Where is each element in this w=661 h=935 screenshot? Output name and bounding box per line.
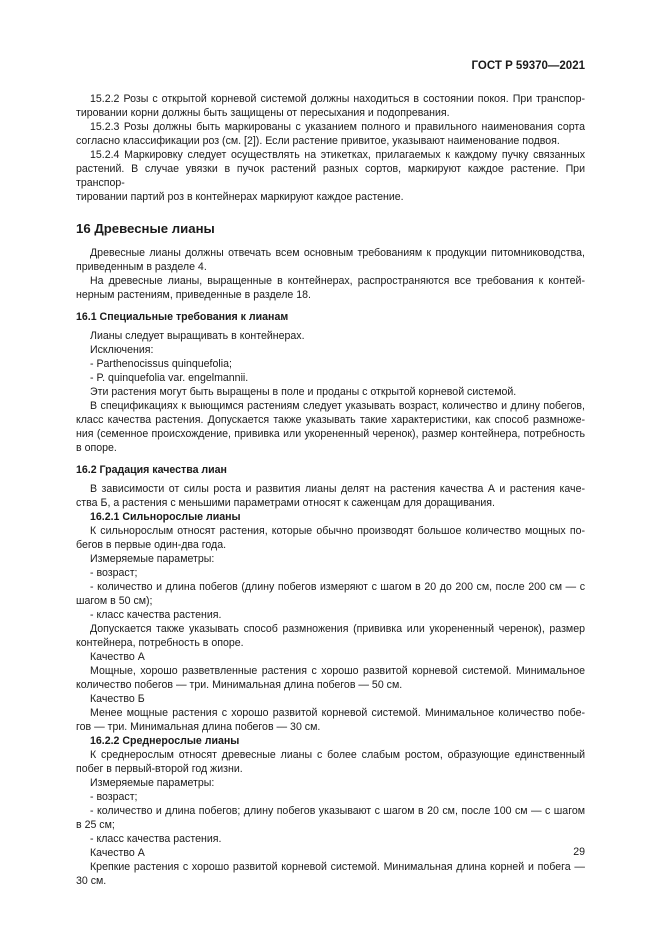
text-line: количество побегов — три. Минимальная длина побегов — 50 см. <box>76 679 403 691</box>
text-line: - количество и длина побегов (длину побегов измеряют с шагом в 20 до 200 см, после 200 см — с <box>90 581 585 593</box>
text-line: в 25 см; <box>76 819 115 831</box>
text-line: Крепкие растения с хорошо развитой корневой системой. Минимальная длина корней и побега — <box>90 861 585 873</box>
document-body <box>76 92 585 888</box>
text-line: Древесные лианы должны отвечать всем основным требованиям к продукции питомниководства, <box>90 247 585 259</box>
subsection-heading-16-2: 16.2 Градация качества лиан <box>76 464 227 476</box>
text-line: 15.2.4 Маркировку следует осуществлять на этикетках, прилагаемых к каждому пучку связанных <box>90 149 585 161</box>
list-item: - класс качества растения. <box>90 833 222 845</box>
text-line: Мощные, хорошо разветвленные растения с хорошо развитой корневой системой. Минимальное <box>90 665 585 677</box>
text-line: согласно классификации роз (см. [2]). Если растение привитое, указывают наименование подвоя. <box>76 135 560 147</box>
text-line: побег в первый-второй год жизни. <box>76 763 243 775</box>
text-line: Менее мощные растения с хорошо развитой корневой системой. Минимальное количество побе- <box>90 707 585 719</box>
list-item <box>76 580 585 608</box>
standard-code: ГОСТ Р 59370—2021 <box>471 60 585 72</box>
paragraph <box>76 860 585 888</box>
paragraph <box>76 664 585 692</box>
text-line: контейнера, потребность в опоре. <box>76 637 244 649</box>
text-line: приведенным в разделе 4. <box>76 261 207 273</box>
text-line: класс качества растения. Допускается также указывать такие характеристики, как способ размноже- <box>76 414 585 426</box>
text-line: гов — три. Минимальная длина побегов — 30 см. <box>76 721 321 733</box>
paragraph <box>76 748 585 776</box>
text-line: ства Б, а растения с меньшими параметрами относят к саженцам для доращивания. <box>76 497 495 509</box>
text-line: - количество и длина побегов; длину побегов указывают с шагом в 20 см, после 100 см — с шагом <box>90 805 585 817</box>
quality-label: Качество А <box>90 847 145 859</box>
paragraph-15-2-4 <box>76 148 585 204</box>
subsection-heading-16-2-1: 16.2.1 Сильнорослые лианы <box>90 511 241 523</box>
page-number: 29 <box>573 846 585 858</box>
paragraph-15-2-2 <box>76 92 585 120</box>
text-line: 30 см. <box>76 875 107 887</box>
list-item: - Parthenocissus quinquefolia; <box>90 358 232 370</box>
paragraph <box>76 274 585 302</box>
list-item: - P. quinquefolia var. engelmannii. <box>90 372 249 384</box>
text-line: в опоре. <box>76 442 117 454</box>
paragraph: Исключения: <box>90 344 154 356</box>
list-item: - возраст; <box>90 567 138 579</box>
text-line: нерным растениям, приведенные в разделе 18. <box>76 289 311 301</box>
text-line: К среднерослым относят древесные лианы с более слабым ростом, образующие единственный <box>90 749 585 761</box>
text-line: тировании корни должны быть защищены от пересыхания и подопревания. <box>76 107 450 119</box>
text-line: В спецификациях к выющимся растениям следует указывать возраст, количество и длину побегов, <box>90 400 585 412</box>
text-line: 15.2.2 Розы с открытой корневой системой должны находиться в состоянии покоя. При транспор- <box>90 93 585 105</box>
paragraph-15-2-3 <box>76 120 585 148</box>
paragraph <box>76 482 585 510</box>
subsection-heading-16-2-2: 16.2.2 Среднерослые лианы <box>90 735 240 747</box>
paragraph <box>76 622 585 650</box>
text-line: бегов в первые один-два года. <box>76 539 227 551</box>
text-line: В зависимости от силы роста и развития лианы делят на растения качества А и растения каче- <box>90 483 585 495</box>
text-line: На древесные лианы, выращенные в контейнерах, распространяются все требования к контей- <box>90 275 585 287</box>
paragraph: Лианы следует выращивать в контейнерах. <box>90 330 305 342</box>
paragraph <box>76 399 585 455</box>
quality-label: Качество Б <box>90 693 145 705</box>
text-line: К сильнорослым относят растения, которые обычно производят большое количество мощных по- <box>90 525 585 537</box>
text-line: растений. В случае увязки в пучок растений разных сортов, маркируют каждое растение. При транспор- <box>76 163 585 189</box>
text-line: тировании партий роз в контейнерах маркируют каждое растение. <box>76 191 404 203</box>
text-line: Допускается также указывать способ размножения (прививка или укорененный черенок), размер <box>90 623 585 635</box>
list-item: - класс качества растения. <box>90 609 222 621</box>
paragraph <box>76 524 585 552</box>
subsection-heading-16-1: 16.1 Специальные требования к лианам <box>76 311 289 323</box>
list-item <box>76 804 585 832</box>
text-line: ния (семенное происхождение, прививка или укорененный черенок), размер контейнера, потребность <box>76 428 585 440</box>
paragraph: Измеряемые параметры: <box>90 553 215 565</box>
paragraph: Эти растения могут быть выращены в поле и проданы с открытой корневой системой. <box>90 386 517 398</box>
quality-label: Качество А <box>90 651 145 663</box>
paragraph: Измеряемые параметры: <box>90 777 215 789</box>
section-heading-16: 16 Древесные лианы <box>76 221 215 236</box>
list-item: - возраст; <box>90 791 138 803</box>
text-line: 15.2.3 Розы должны быть маркированы с указанием полного и правильного наименования сорта <box>90 121 585 133</box>
paragraph <box>76 246 585 274</box>
paragraph <box>76 706 585 734</box>
text-line: шагом в 50 см); <box>76 595 153 607</box>
